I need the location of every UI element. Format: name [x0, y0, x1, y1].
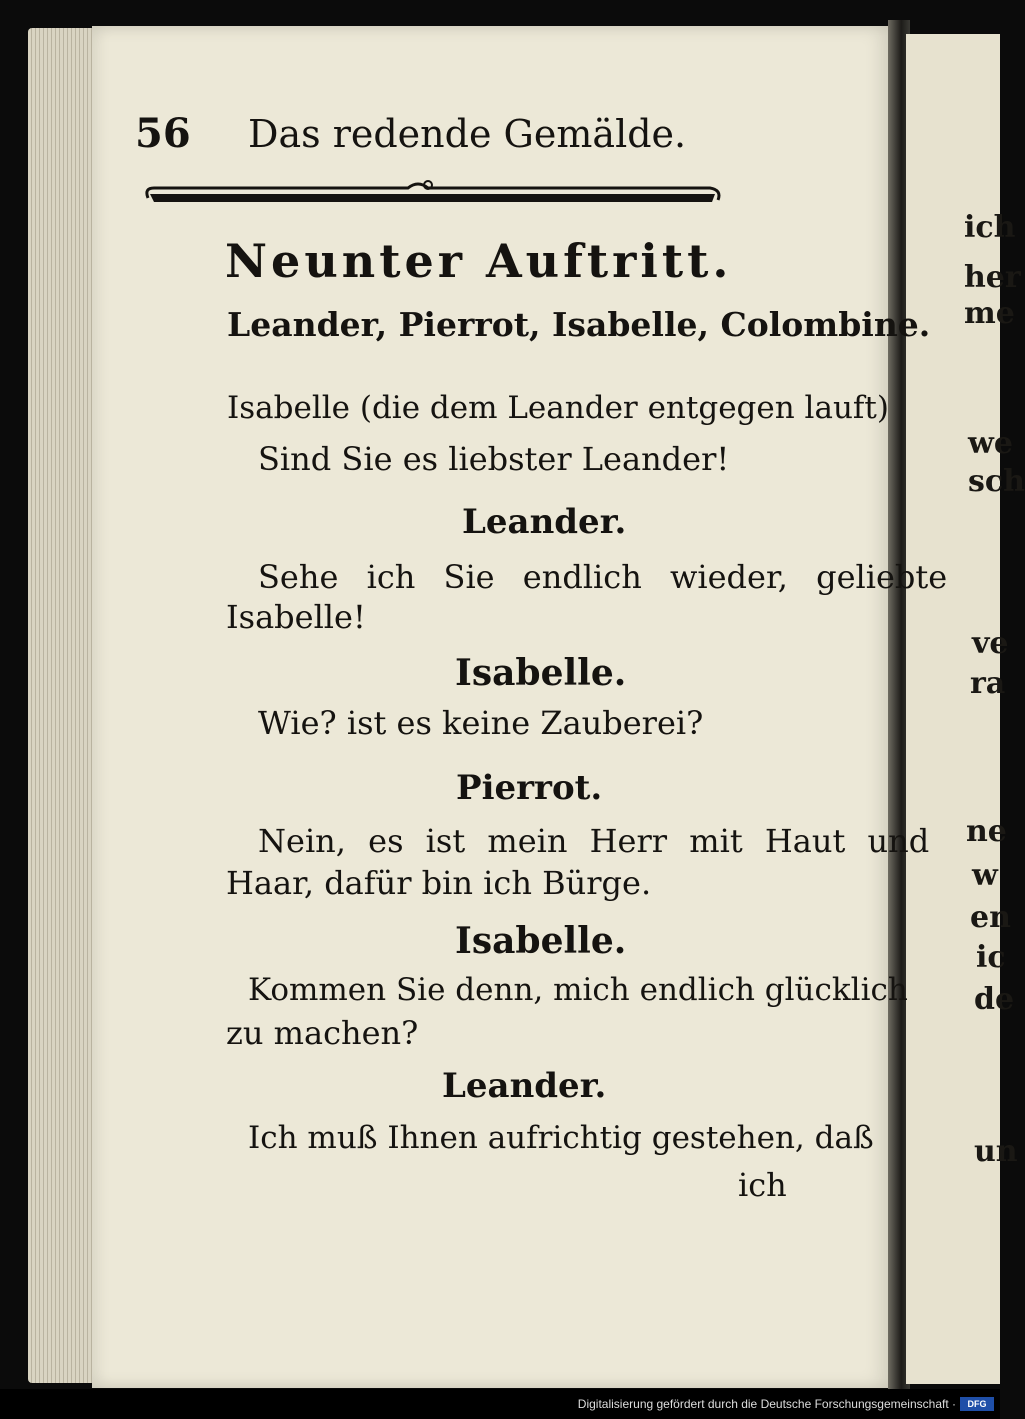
dialogue-line: Haar, dafür bin ich Bürge. — [226, 864, 652, 902]
facing-fragment: me — [964, 296, 1015, 331]
speaker-name: Leander. — [462, 502, 627, 542]
dialogue-line: Ich muß Ihnen aufrichtig gestehen, daß — [248, 1120, 874, 1156]
scene-title: Neunter Auftritt. — [225, 234, 733, 288]
footer-text: Digitalisierung gefördert durch die Deutsche Forschungsgemeinschaft · — [577, 1397, 956, 1411]
dfg-logo-icon: DFG — [960, 1397, 994, 1411]
facing-fragment: de — [974, 982, 1015, 1017]
dialogue-line: Isabelle! — [226, 598, 366, 636]
running-head: Das redende Gemälde. — [248, 112, 687, 156]
character-list: Leander, Pierrot, Isabelle, Colombine. — [227, 305, 931, 344]
facing-fragment: w — [972, 858, 998, 893]
facing-fragment: un — [974, 1134, 1018, 1169]
dialogue-line: Sehe ich Sie endlich wieder, geliebte — [258, 558, 948, 596]
facing-fragment: her — [964, 260, 1021, 295]
facing-fragment: we — [968, 426, 1013, 461]
digitization-footer — [0, 1389, 1000, 1419]
speaker-name: Isabelle. — [455, 652, 627, 694]
facing-fragment: ich — [964, 210, 1016, 245]
speaker-name: Pierrot. — [456, 768, 603, 808]
catchword: ich — [738, 1166, 787, 1204]
page-edges — [28, 28, 98, 1383]
page-number: 56 — [135, 110, 191, 157]
facing-fragment: ra — [970, 666, 1006, 701]
facing-fragment: sch — [968, 464, 1025, 499]
dialogue-line: Wie? ist es keine Zauberei? — [258, 704, 704, 742]
facing-fragment: en — [970, 900, 1011, 935]
facing-fragment: ne — [966, 814, 1007, 849]
facing-fragment: ve — [972, 626, 1009, 661]
facing-page — [906, 34, 1025, 1384]
stage-direction-line: Isabelle (die dem Leander entgegen lauft) — [227, 390, 889, 426]
dialogue-line: zu machen? — [226, 1014, 419, 1052]
dialogue-line: Nein, es ist mein Herr mit Haut und — [258, 822, 930, 860]
dialogue-line: Sind Sie es liebster Leander! — [258, 440, 730, 478]
ornamental-rule — [140, 176, 725, 216]
facing-fragment: ic — [976, 940, 1006, 975]
speaker-name: Leander. — [442, 1066, 607, 1106]
speaker-name: Isabelle. — [455, 920, 627, 962]
dialogue-line: Kommen Sie denn, mich endlich glücklich — [248, 972, 908, 1008]
